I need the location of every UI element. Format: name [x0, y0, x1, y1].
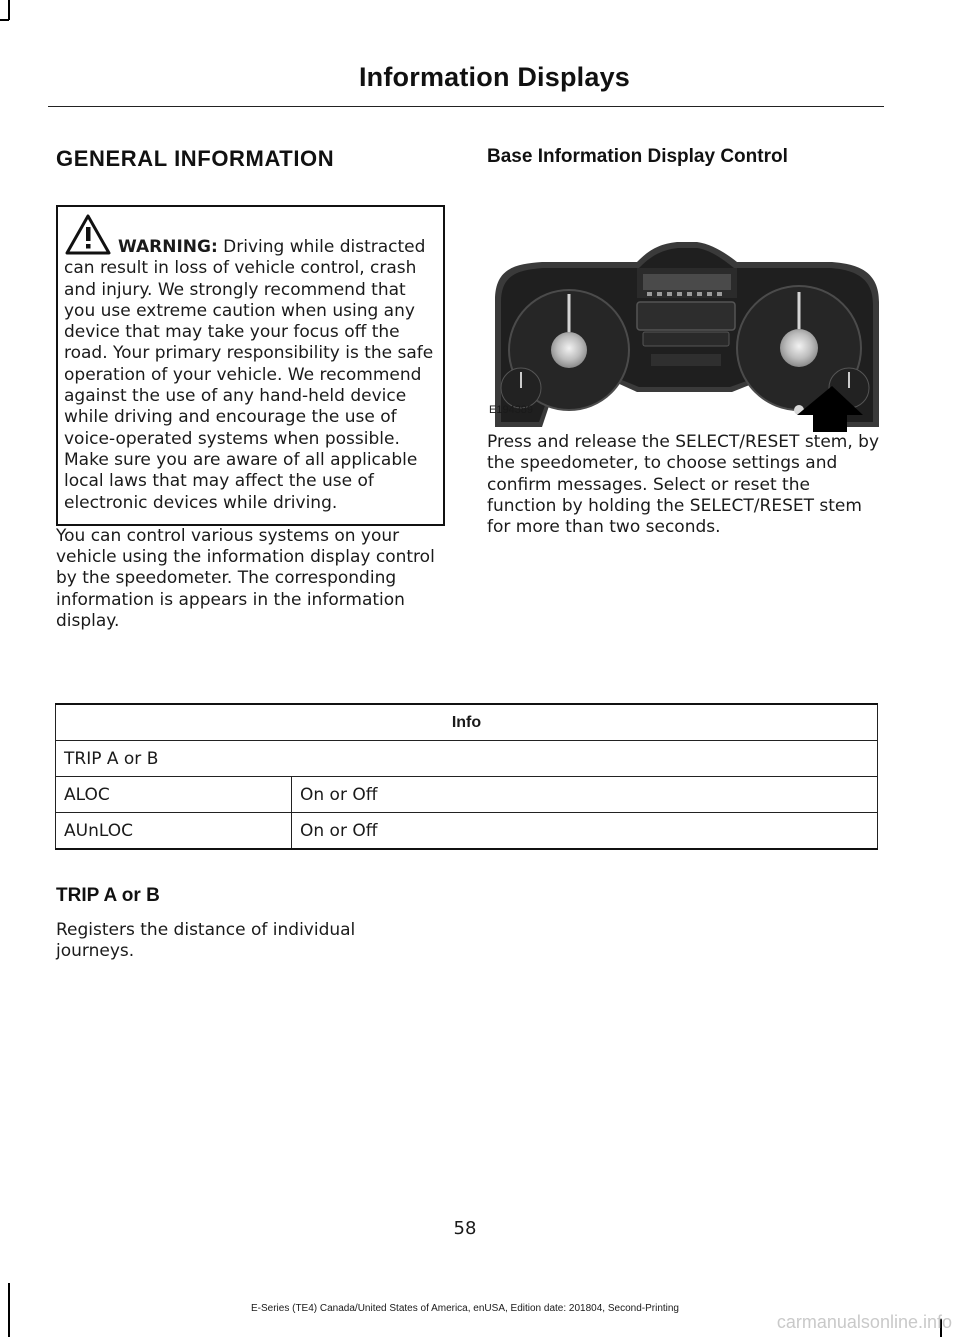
page-header-title: Information Displays — [358, 62, 630, 92]
right-column — [487, 146, 882, 538]
table-cell-label: ALOC — [56, 777, 292, 813]
table-cell-label: AUnLOC — [56, 813, 292, 850]
crop-mark — [8, 0, 10, 20]
figure-label: E194389 — [489, 404, 534, 416]
warning-body: Driving while distracted can result in loss of vehicle control, crash and injury. We strongly recommend that you use extreme caution when using any device that may take your focus off the road. Your primary responsibility is the safe operation of your vehicle. We recommend against the use of any hand-held device while driving and encourage the use of voice-operated systems when possible. Make sure you are aware of all applicable local laws that may affect the use of electronic devices while driving. — [64, 237, 434, 513]
table-row — [56, 813, 878, 850]
section-title: GENERAL INFORMATION — [56, 146, 335, 171]
trip-heading: TRIP A or B — [56, 885, 160, 906]
table-cell-label: TRIP A or B — [56, 741, 878, 777]
warning-triangle-icon — [64, 213, 112, 257]
select-reset-paragraph: Press and release the SELECT/RESET stem, by the speedometer, to choose settings and confirm messages. Select or reset the function by holding the SELECT/RESET stem for more than two seconds. — [487, 432, 880, 538]
table-cell-value: On or Off — [292, 777, 878, 813]
table-row — [56, 741, 878, 777]
table-header-info: Info — [56, 704, 878, 741]
left-column — [56, 146, 446, 632]
instrument-cluster-illustration — [487, 182, 883, 432]
crop-mark — [0, 19, 9, 21]
warning-text — [64, 237, 437, 514]
trip-description: Registers the distance of individual journeys. — [56, 920, 356, 962]
table-header-row — [56, 704, 878, 741]
watermark: carmanualsonline.info — [776, 1312, 952, 1332]
instrument-cluster-image — [487, 182, 883, 432]
page-number: 58 — [453, 1218, 477, 1239]
warning-box — [56, 205, 445, 526]
subsection-title: Base Information Display Control — [487, 146, 788, 167]
table-cell-value: On or Off — [292, 813, 878, 850]
info-table — [55, 703, 878, 850]
table-row — [56, 777, 878, 813]
footer-edition: E-Series (TE4) Canada/United States of America, enUSA, Edition date: 201804, Second-Printing — [250, 1303, 679, 1314]
header-rule — [48, 106, 884, 107]
intro-paragraph: You can control various systems on your vehicle using the information display control by the speedometer. The corresponding information is appears in the information display. — [56, 525, 435, 632]
warning-label: WARNING: — [118, 237, 218, 257]
